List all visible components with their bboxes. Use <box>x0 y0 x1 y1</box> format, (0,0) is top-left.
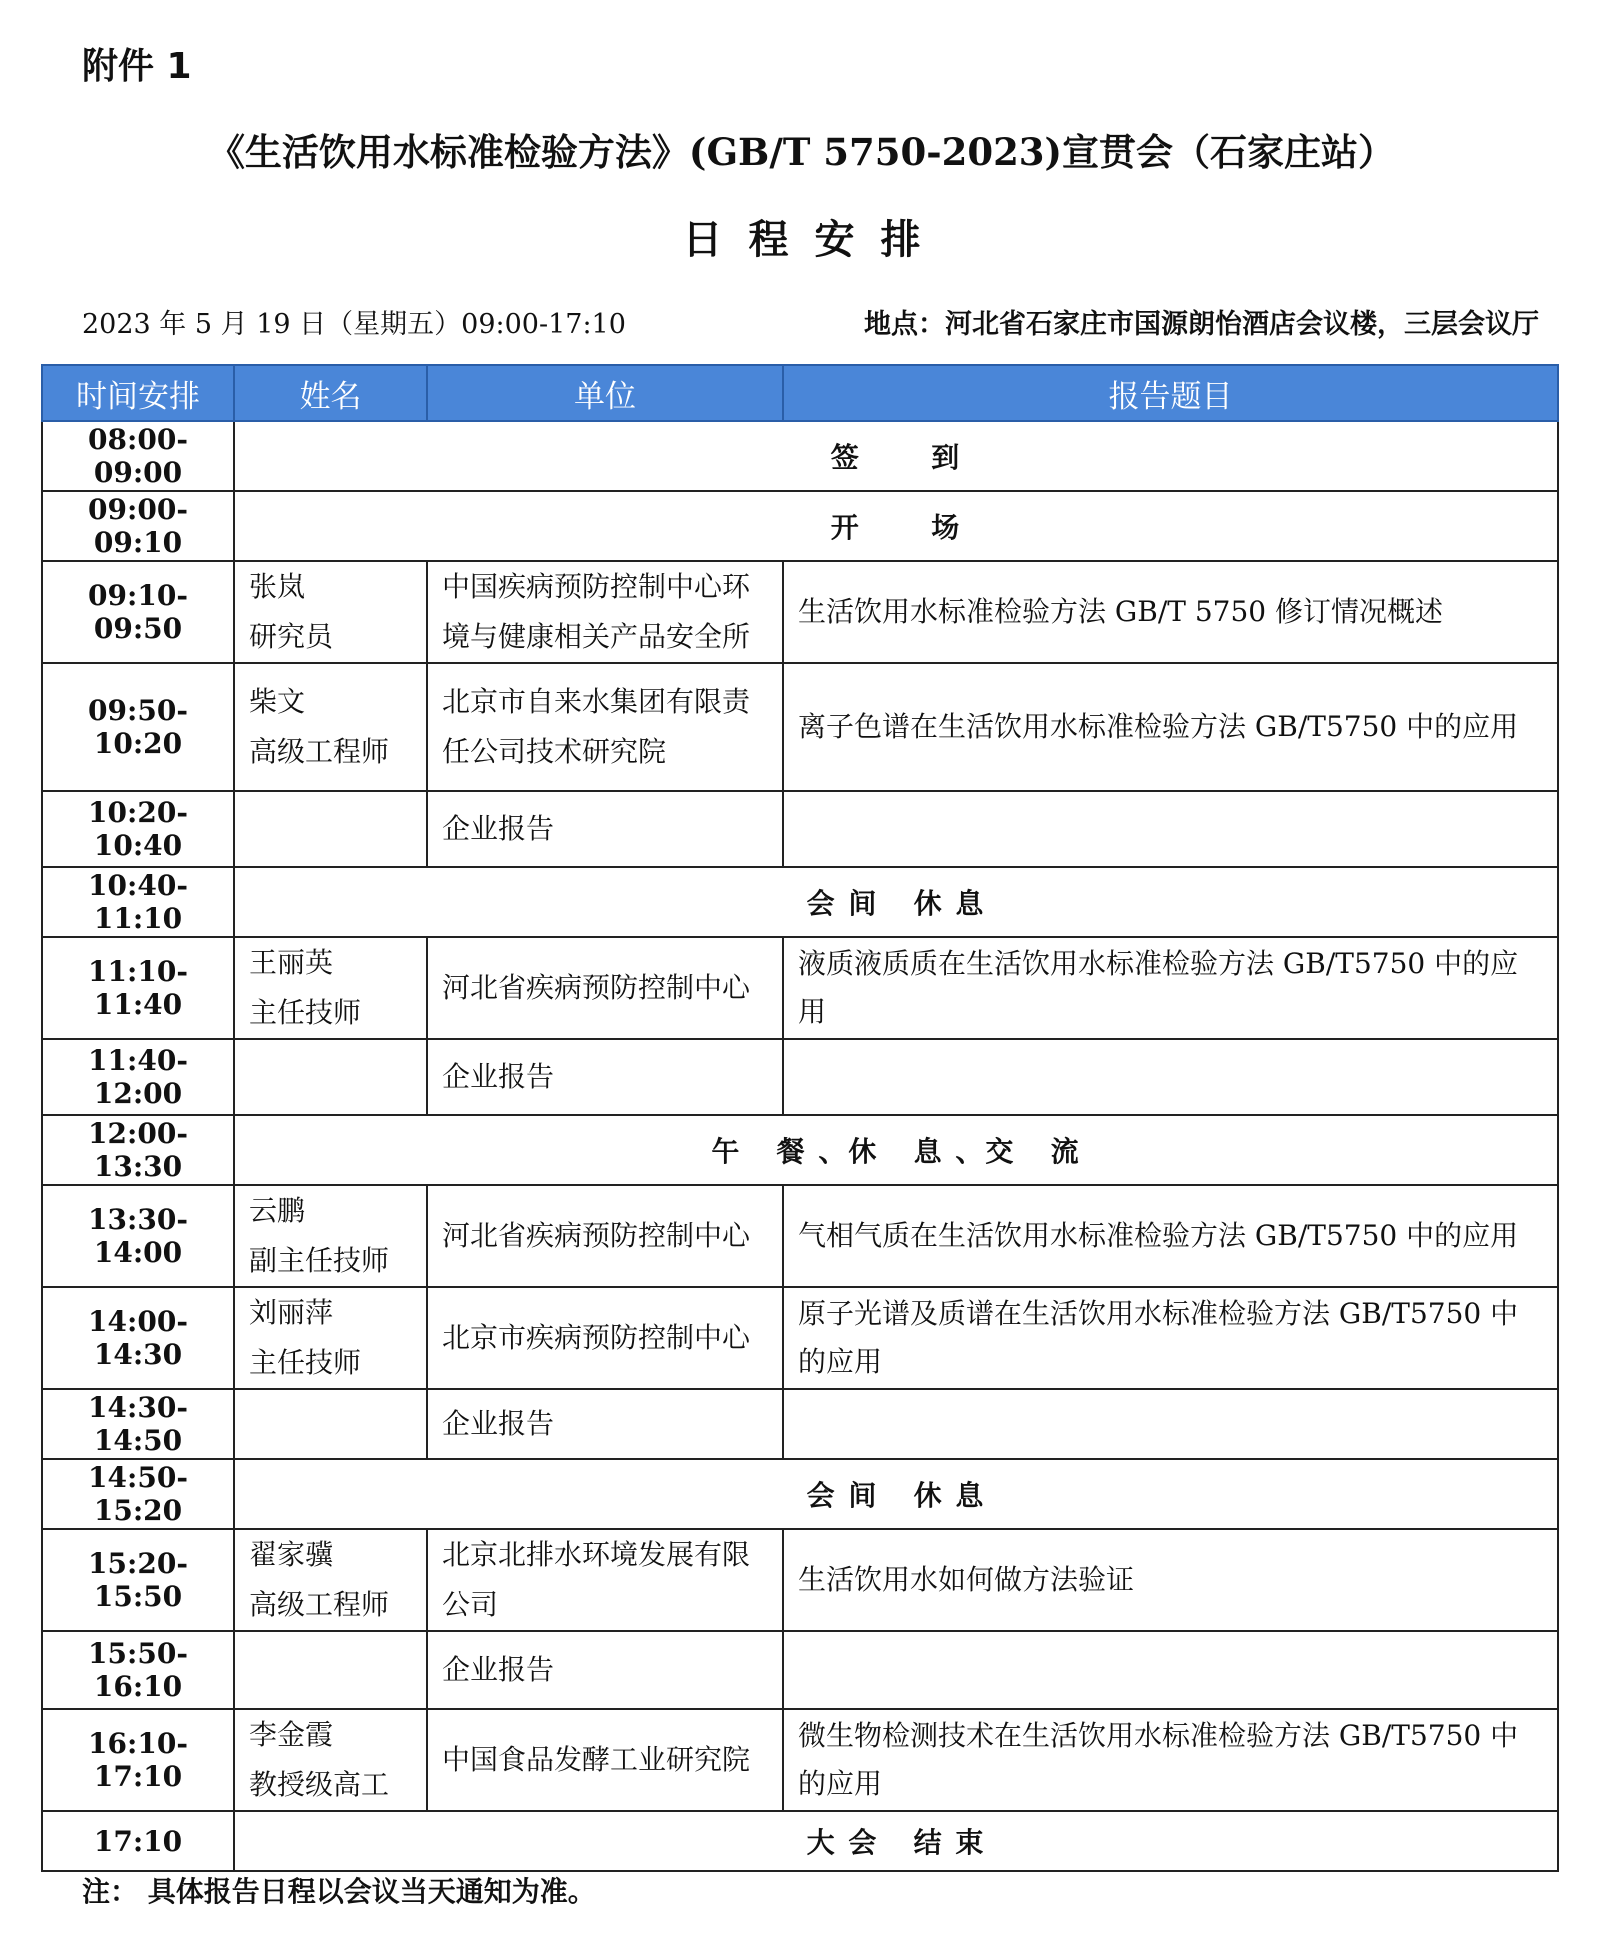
table-row <box>42 791 1558 867</box>
row-time: 09:10-09:50 <box>42 561 234 663</box>
row-organization: 企业报告 <box>427 1389 783 1459</box>
row-session-label: 午 餐 、休 息 、交 流 <box>234 1115 1558 1185</box>
speaker-name: 张岚 <box>249 570 306 603</box>
row-topic: 离子色谱在生活饮用水标准检验方法 GB/T5750 中的应用 <box>783 663 1558 791</box>
table-row <box>42 867 1558 937</box>
row-topic: 微生物检测技术在生活饮用水标准检验方法 GB/T5750 中的应用 <box>783 1709 1558 1811</box>
row-time: 17:10 <box>42 1811 234 1871</box>
header-topic: 报告题目 <box>783 365 1558 421</box>
table-row <box>42 1185 1558 1287</box>
table-row <box>42 421 1558 491</box>
header-time: 时间安排 <box>42 365 234 421</box>
row-topic <box>783 1389 1558 1459</box>
row-session-label: 开 场 <box>234 491 1558 561</box>
row-speaker <box>234 1287 427 1389</box>
schedule-table <box>41 364 1559 1872</box>
row-speaker <box>234 791 427 867</box>
row-session-label: 大 会 结 束 <box>234 1811 1558 1871</box>
speaker-title: 副主任技师 <box>249 1244 390 1277</box>
row-organization: 企业报告 <box>427 791 783 867</box>
row-speaker <box>234 663 427 791</box>
table-row <box>42 491 1558 561</box>
row-organization: 中国疾病预防控制中心环境与健康相关产品安全所 <box>427 561 783 663</box>
row-time: 13:30-14:00 <box>42 1185 234 1287</box>
row-organization: 河北省疾病预防控制中心 <box>427 937 783 1039</box>
table-row <box>42 1811 1558 1871</box>
table-row <box>42 1039 1558 1115</box>
row-speaker <box>234 1709 427 1811</box>
row-time: 11:10-11:40 <box>42 937 234 1039</box>
speaker-title: 研究员 <box>249 620 334 653</box>
row-organization: 北京市疾病预防控制中心 <box>427 1287 783 1389</box>
table-row <box>42 1529 1558 1631</box>
table-header-row <box>42 365 1558 421</box>
row-time: 15:50-16:10 <box>42 1631 234 1709</box>
row-topic: 生活饮用水如何做方法验证 <box>783 1529 1558 1631</box>
row-session-label: 会 间 休 息 <box>234 867 1558 937</box>
footnote: 注： 具体报告日程以会议当天通知为准。 <box>82 1875 596 1908</box>
header-organization: 单位 <box>427 365 783 421</box>
table-row <box>42 663 1558 791</box>
row-session-label: 签 到 <box>234 421 1558 491</box>
speaker-name: 柴文 <box>249 685 306 718</box>
table-row <box>42 1287 1558 1389</box>
row-time: 08:00-09:00 <box>42 421 234 491</box>
speaker-title: 教授级高工 <box>249 1768 390 1801</box>
schedule-heading: 日程安排 <box>682 216 947 263</box>
table-row <box>42 1459 1558 1529</box>
speaker-name: 王丽英 <box>249 946 334 979</box>
row-time: 16:10-17:10 <box>42 1709 234 1811</box>
row-speaker <box>234 1039 427 1115</box>
speaker-title: 高级工程师 <box>249 1588 390 1621</box>
row-speaker <box>234 561 427 663</box>
row-session-label: 会 间 休 息 <box>234 1459 1558 1529</box>
row-organization: 北京北排水环境发展有限公司 <box>427 1529 783 1631</box>
speaker-name: 李金霞 <box>249 1718 334 1751</box>
row-speaker <box>234 937 427 1039</box>
row-topic <box>783 1631 1558 1709</box>
row-organization: 企业报告 <box>427 1631 783 1709</box>
row-topic: 液质液质质在生活饮用水标准检验方法 GB/T5750 中的应用 <box>783 937 1558 1039</box>
speaker-name: 翟家骥 <box>249 1538 334 1571</box>
table-row <box>42 1115 1558 1185</box>
table-row <box>42 1389 1558 1459</box>
row-time: 11:40-12:00 <box>42 1039 234 1115</box>
header-name: 姓名 <box>234 365 427 421</box>
event-venue: 地点：河北省石家庄市国源朗怡酒店会议楼，三层会议厅 <box>864 309 1539 340</box>
row-organization: 北京市自来水集团有限责任公司技术研究院 <box>427 663 783 791</box>
row-topic <box>783 1039 1558 1115</box>
row-time: 10:20-10:40 <box>42 791 234 867</box>
table-row <box>42 1709 1558 1811</box>
row-organization: 河北省疾病预防控制中心 <box>427 1185 783 1287</box>
row-speaker <box>234 1389 427 1459</box>
row-speaker <box>234 1529 427 1631</box>
row-time: 09:50-10:20 <box>42 663 234 791</box>
row-time: 15:20-15:50 <box>42 1529 234 1631</box>
attachment-label: 附件 1 <box>82 46 192 87</box>
row-organization: 中国食品发酵工业研究院 <box>427 1709 783 1811</box>
table-row <box>42 561 1558 663</box>
speaker-title: 主任技师 <box>249 1346 362 1379</box>
row-topic: 气相气质在生活饮用水标准检验方法 GB/T5750 中的应用 <box>783 1185 1558 1287</box>
row-time: 14:00-14:30 <box>42 1287 234 1389</box>
speaker-title: 主任技师 <box>249 996 362 1029</box>
speaker-name: 刘丽萍 <box>249 1296 334 1329</box>
row-topic: 生活饮用水标准检验方法 GB/T 5750 修订情况概述 <box>783 561 1558 663</box>
event-date: 2023 年 5 月 19 日（星期五）09:00-17:10 <box>82 309 626 340</box>
row-organization: 企业报告 <box>427 1039 783 1115</box>
row-time: 12:00-13:30 <box>42 1115 234 1185</box>
row-time: 09:00-09:10 <box>42 491 234 561</box>
table-row <box>42 1631 1558 1709</box>
row-speaker <box>234 1631 427 1709</box>
row-topic: 原子光谱及质谱在生活饮用水标准检验方法 GB/T5750 中的应用 <box>783 1287 1558 1389</box>
row-time: 10:40-11:10 <box>42 867 234 937</box>
speaker-name: 云鹏 <box>249 1194 306 1227</box>
schedule-body <box>42 421 1558 1871</box>
row-speaker <box>234 1185 427 1287</box>
row-time: 14:50-15:20 <box>42 1459 234 1529</box>
speaker-title: 高级工程师 <box>249 735 390 768</box>
row-topic <box>783 791 1558 867</box>
row-time: 14:30-14:50 <box>42 1389 234 1459</box>
document-title: 《生活饮用水标准检验方法》(GB/T 5750-2023)宣贯会（石家庄站） <box>207 130 1396 174</box>
table-row <box>42 937 1558 1039</box>
